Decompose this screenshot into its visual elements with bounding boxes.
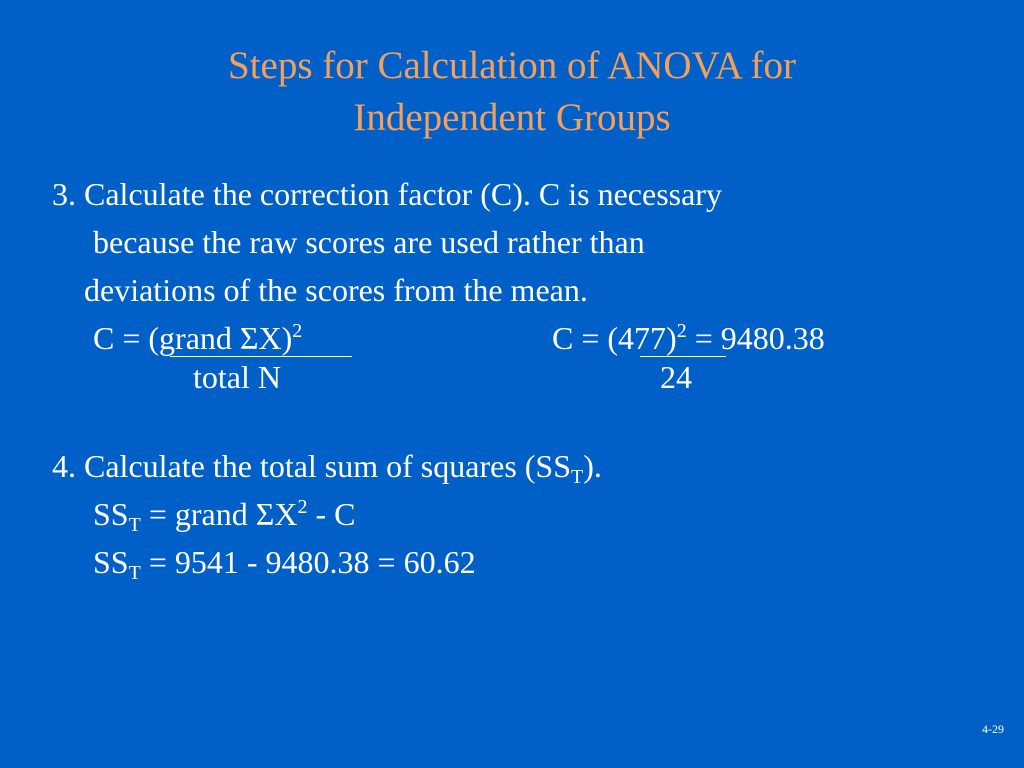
slide-title-line-1: Steps for Calculation of ANOVA for [228, 44, 796, 87]
slide-number: 4-29 [982, 722, 1004, 736]
ss-total-formula: $SS_T$ = grand $\Sigma X^2$ - C [93, 496, 356, 536]
sigma-symbol: Σ [255, 496, 275, 532]
ss-total-calculation: $SS_T = 9541 - 9480.38 = 60.62$ [93, 544, 476, 584]
correction-value-numerator: $C = (477)^2 = 9480.38$ [552, 320, 825, 356]
step3-line-3: deviations of the scores from the mean. [84, 272, 588, 308]
correction-value-denominator: 24 [660, 359, 692, 395]
slide-title [0, 40, 1024, 144]
step3-line-1: 3. Calculate the correction factor (C). C is necessary [52, 176, 722, 212]
correction-formula-numerator: C = (grand ΣX)$^2$ [93, 320, 303, 356]
step3-line-2: because the raw scores are used rather than [93, 224, 645, 260]
step4-line-1: 4. Calculate the total sum of squares $(SS_T)$. [52, 448, 602, 488]
correction-formula-denominator: total N [193, 359, 281, 395]
slide-title-line-2: Independent Groups [353, 96, 671, 139]
sigma-symbol: Σ [239, 320, 259, 356]
